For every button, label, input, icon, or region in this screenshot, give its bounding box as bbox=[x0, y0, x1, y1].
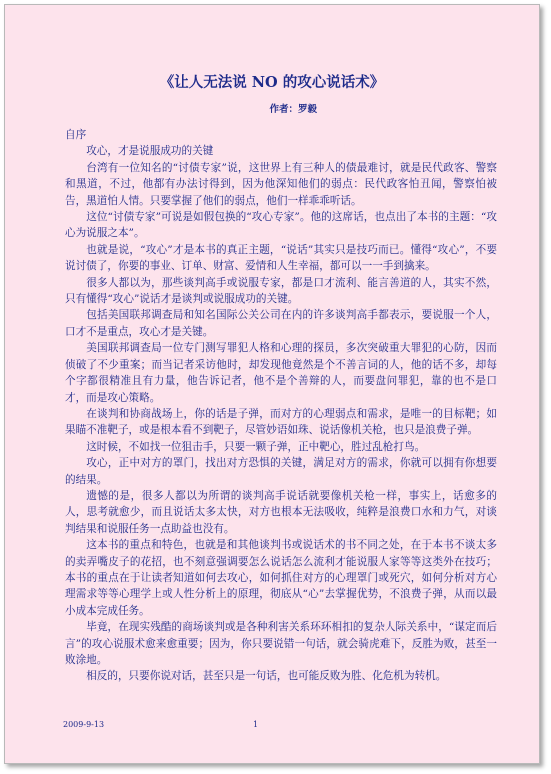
paragraph: 这本书的重点和特色，也就是和其他谈判书或说话术的书不同之处，在于本书不谈太多的卖弄嘴皮子的花招，也不刻意强调要怎么说话怎么流利才能说服人家等等这类外在技巧；本书的重点在于让读者知道如何去攻心，如何抓住对方的心理罩门或死穴，如何分析对方心理需求等等心理学上或人性分析上的原理，彻底从“心”去掌握优势，不浪费子弹，从而以最小成本完成任务。 bbox=[65, 539, 497, 617]
paragraph: 这时候，不如找一位狙击手，只要一颗子弹，正中靶心，胜过乱枪打鸟。 bbox=[86, 440, 426, 453]
paragraph: 在谈判和协商战场上，你的话是子弹，而对方的心理弱点和需求，是唯一的目标靶；如果瞄不准靶子，或是根本看不到靶子，尽管妙语如珠、说话像机关枪，也只是浪费子弹。 bbox=[65, 407, 497, 437]
paragraph: 遗憾的是，很多人都以为所谓的谈判高手说话就要像机关枪一样，事实上，话愈多的人，思考就愈少，而且说话太多太快，对方也根本无法吸收，纯粹是浪费口水和力气，对谈判结果和说服任务一点助益也没有。 bbox=[65, 489, 497, 535]
author-line: 作者：罗毅 bbox=[269, 104, 317, 115]
page-number: 1 bbox=[253, 720, 259, 729]
document-page bbox=[4, 4, 540, 764]
paragraph: 相反的，只要你说对话，甚至只是一句话，也可能反败为胜、化危机为转机。 bbox=[86, 670, 447, 683]
paragraph: 毕竟，在现实残酷的商场谈判或是各种利害关系环环相扣的复杂人际关系中，“谋定而后言”的攻心说服术愈来愈重要；因为，你只要说错一句话，就会骑虎难下，反胜为败，甚至一败涂地。 bbox=[65, 621, 497, 666]
section-heading: 自序 bbox=[65, 129, 87, 141]
paragraph: 攻心，才是说服成功的关键 bbox=[86, 145, 214, 158]
footer-date: 2009-9-13 bbox=[63, 720, 105, 729]
document-body bbox=[65, 127, 497, 685]
paragraph: 包括美国联邦调查局和知名国际公关公司在内的许多谈判高手都表示，要说服一个人，口才不是重点，攻心才是关键。 bbox=[65, 309, 497, 338]
document-title: 《让人无法说 NO 的攻心说话术》 bbox=[159, 74, 385, 91]
paragraph: 也就是说，“攻心”才是本书的真正主题，“说话”其实只是技巧而已。懂得“攻心”，不要说讨债了，你要的事业、订单、财富、爱情和人生幸福，都可以一一手到擒来。 bbox=[65, 243, 497, 273]
paragraph: 很多人都以为，那些谈判高手或说服专家，都是口才流利、能言善道的人，其实不然，只有懂得“攻心”说话才是谈判或说服成功的关键。 bbox=[65, 276, 497, 306]
paragraph: 美国联邦调查局一位专门测写罪犯人格和心理的探员，多次突破重大罪犯的心防，因而侦破了不少重案；而当记者采访他时，却发现他竟然是个不善言词的人，他的话不多，却每个字都很精准且有力量，他告诉记者，他不是个善辩的人，而要盘问罪犯，靠的也不是口才，而是攻心策略。 bbox=[65, 342, 497, 404]
paragraph: 攻心，正中对方的罩门，找出对方恐惧的关键，满足对方的需求，你就可以拥有你想要的结果。 bbox=[65, 457, 497, 486]
paragraph: 这位“讨债专家”可说是如假包换的“攻心专家”。他的这席话，也点出了本书的主题：“攻心为说服之本”。 bbox=[65, 211, 497, 240]
paragraph: 台湾有一位知名的“讨债专家”说，这世界上有三种人的债最难讨，就是民代政客、警察和黑道，不过，他都有办法讨得到，因为他深知他们的弱点：民代政客怕丑闻，警察怕被告，黑道怕人情。只要掌握了他们的弱点，他们一样乖乖听话。 bbox=[65, 161, 497, 207]
